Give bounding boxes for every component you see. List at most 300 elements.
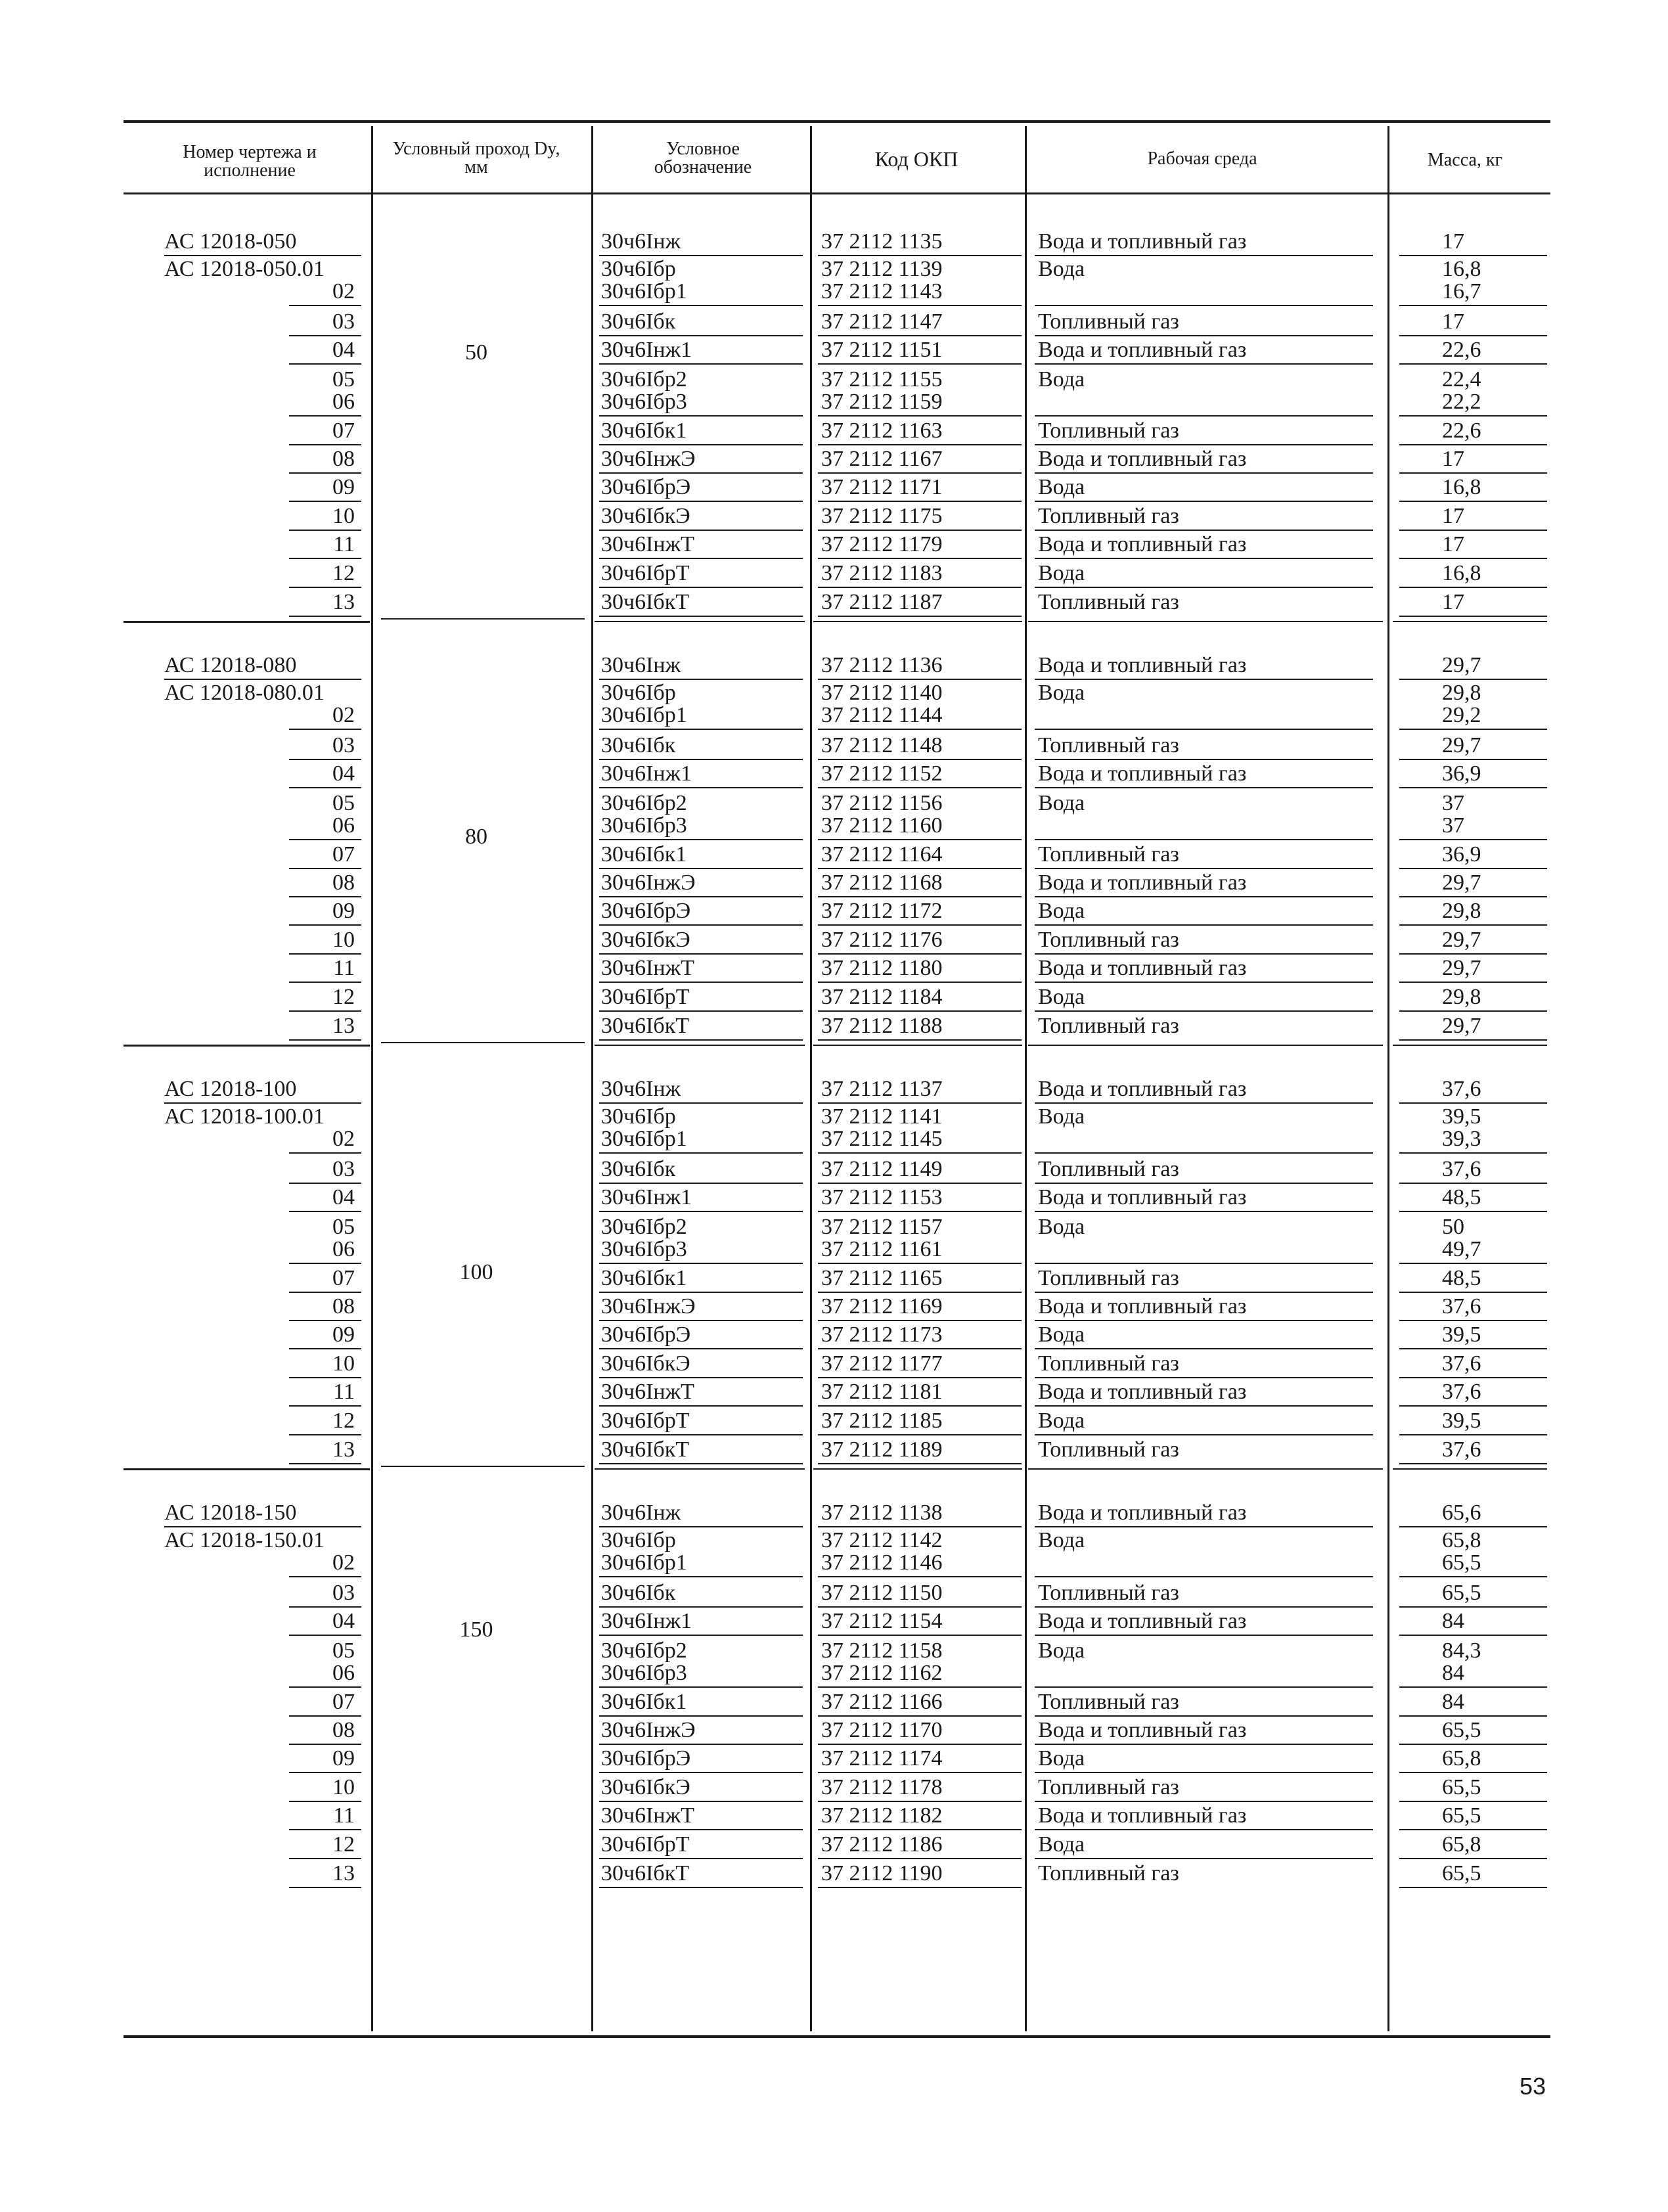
working-medium: Вода и топливный газ	[1038, 447, 1247, 471]
row-rule-num	[289, 415, 361, 417]
row-rule-okp	[818, 501, 1022, 502]
row-rule-env	[1035, 729, 1373, 730]
row-rule-okp	[818, 787, 1022, 788]
row-rule-mass	[1399, 1606, 1547, 1608]
row-rule-okp	[818, 1635, 1022, 1636]
row-rule-env	[1035, 1715, 1373, 1717]
row-rule-num	[164, 679, 361, 680]
column-divider-2	[591, 126, 593, 2031]
designation: 30ч6IбкТ	[601, 590, 690, 614]
drawing-number: АС 12018-050.01	[164, 257, 325, 281]
working-medium: Топливный газ	[1038, 928, 1179, 952]
okp-code: 37 2112 1146	[821, 1550, 943, 1575]
working-medium: Топливный газ	[1038, 733, 1179, 757]
row-rule-num	[289, 587, 361, 588]
row-rule-mass	[1399, 415, 1547, 417]
row-rule-num	[164, 1526, 361, 1527]
nominal-bore-value: 50	[465, 340, 487, 365]
row-rule-des	[599, 1377, 803, 1378]
row-rule-num	[289, 1829, 361, 1830]
drawing-variant: 12	[332, 561, 355, 585]
row-rule-env	[1035, 1377, 1373, 1378]
table-bottom-rule	[124, 2035, 1550, 2038]
designation: 30ч6Iбк1	[601, 1690, 687, 1714]
row-rule-okp	[818, 982, 1022, 983]
designation: 30ч6Iбр2	[601, 1638, 687, 1663]
designation: 30ч6IбкТ	[601, 1861, 690, 1885]
drawing-variant: 11	[333, 532, 355, 556]
working-medium: Топливный газ	[1038, 1437, 1179, 1462]
okp-code: 37 2112 1188	[821, 1014, 943, 1038]
row-rule-des	[599, 1102, 803, 1104]
row-rule-des	[599, 839, 803, 840]
working-medium: Вода	[1038, 1528, 1085, 1552]
working-medium: Вода	[1038, 257, 1085, 281]
row-rule-env	[1035, 679, 1373, 680]
working-medium: Топливный газ	[1038, 504, 1179, 528]
drawing-variant: 08	[332, 1718, 355, 1742]
row-rule-env	[1035, 444, 1373, 445]
row-rule-okp	[818, 444, 1022, 445]
working-medium: Вода	[1038, 1638, 1085, 1663]
row-rule-env	[1035, 335, 1373, 336]
nominal-bore-value: 80	[465, 824, 487, 849]
row-rule-mass	[1399, 305, 1547, 306]
mass-value: 65,5	[1442, 1861, 1481, 1885]
okp-code: 37 2112 1166	[821, 1690, 943, 1714]
working-medium: Вода и топливный газ	[1038, 956, 1247, 980]
designation: 30ч6Iбр1	[601, 1550, 687, 1575]
working-medium: Вода и топливный газ	[1038, 532, 1247, 556]
row-rule-des	[599, 1211, 803, 1212]
working-medium: Вода и топливный газ	[1038, 1077, 1247, 1101]
row-rule-okp	[818, 530, 1022, 531]
mass-value: 22,6	[1442, 418, 1481, 443]
row-rule-env	[1035, 1434, 1373, 1435]
group-separator-dy	[381, 1042, 585, 1043]
row-rule-des	[599, 896, 803, 897]
row-rule-mass	[1399, 1010, 1547, 1012]
okp-code: 37 2112 1148	[821, 733, 943, 757]
working-medium: Вода и топливный газ	[1038, 1609, 1247, 1633]
okp-code: 37 2112 1142	[821, 1528, 943, 1552]
row-rule-num	[289, 729, 361, 730]
row-rule-des	[599, 1292, 803, 1293]
okp-code: 37 2112 1154	[821, 1609, 943, 1633]
working-medium: Вода	[1038, 367, 1085, 392]
row-rule-des	[599, 759, 803, 760]
okp-code: 37 2112 1147	[821, 309, 943, 334]
group-separator-dy	[381, 1466, 585, 1467]
row-rule-mass	[1399, 982, 1547, 983]
drawing-number: АС 12018-150.01	[164, 1528, 325, 1552]
okp-code: 37 2112 1180	[821, 956, 943, 980]
row-rule-des	[599, 472, 803, 474]
row-rule-des	[599, 530, 803, 531]
designation: 30ч6Iнж	[601, 1501, 681, 1525]
working-medium: Вода	[1038, 681, 1085, 705]
row-rule-okp	[818, 1686, 1022, 1688]
mass-value: 65,8	[1442, 1528, 1481, 1552]
row-rule-des	[599, 1320, 803, 1321]
okp-code: 37 2112 1152	[821, 761, 943, 786]
designation: 30ч6Iнж1	[601, 1609, 692, 1633]
designation: 30ч6IнжЭ	[601, 1294, 696, 1319]
drawing-variant: 04	[332, 761, 355, 786]
drawing-variant: 02	[332, 279, 355, 304]
column-divider-3	[810, 126, 812, 2031]
working-medium: Вода	[1038, 475, 1085, 499]
drawing-variant: 07	[332, 1266, 355, 1290]
okp-code: 37 2112 1139	[821, 257, 943, 281]
mass-value: 29,7	[1442, 733, 1481, 757]
row-rule-num	[289, 1348, 361, 1349]
okp-code: 37 2112 1153	[821, 1185, 943, 1209]
row-rule-des	[599, 1434, 803, 1435]
row-rule-mass	[1399, 587, 1547, 588]
okp-code: 37 2112 1135	[821, 229, 943, 254]
row-rule-okp	[818, 868, 1022, 869]
row-rule-okp	[818, 363, 1022, 365]
row-rule-num	[289, 1635, 361, 1636]
row-rule-num	[289, 1744, 361, 1745]
okp-code: 37 2112 1172	[821, 899, 943, 923]
designation: 30ч6IнжТ	[601, 1803, 694, 1828]
row-rule-okp	[818, 1576, 1022, 1577]
row-rule-mass	[1399, 839, 1547, 840]
mass-value: 37	[1442, 813, 1464, 838]
row-rule-env	[1035, 1010, 1373, 1012]
mass-value: 16,7	[1442, 279, 1481, 304]
drawing-variant: 09	[332, 1322, 355, 1347]
row-rule-okp	[818, 1829, 1022, 1830]
designation: 30ч6IбрЭ	[601, 475, 691, 499]
okp-code: 37 2112 1137	[821, 1077, 943, 1101]
working-medium: Топливный газ	[1038, 1014, 1179, 1038]
drawing-number: АС 12018-100	[164, 1077, 297, 1101]
mass-value: 65,5	[1442, 1775, 1481, 1799]
mass-value: 39,5	[1442, 1104, 1481, 1129]
working-medium: Топливный газ	[1038, 1581, 1179, 1605]
row-rule-num	[289, 1405, 361, 1407]
mass-value: 39,3	[1442, 1127, 1481, 1151]
drawing-number: АС 12018-080.01	[164, 681, 325, 705]
designation: 30ч6Iнж	[601, 653, 681, 677]
row-rule-okp	[818, 729, 1022, 730]
row-rule-mass	[1399, 1039, 1547, 1041]
row-rule-num	[289, 558, 361, 559]
okp-code: 37 2112 1158	[821, 1638, 943, 1663]
row-rule-mass	[1399, 1463, 1547, 1464]
row-rule-des	[599, 1606, 803, 1608]
column-divider-4	[1025, 126, 1027, 2031]
row-rule-des	[599, 1744, 803, 1745]
row-rule-des	[599, 1576, 803, 1577]
mass-value: 39,5	[1442, 1322, 1481, 1347]
row-rule-okp	[818, 1744, 1022, 1745]
designation: 30ч6IбрЭ	[601, 899, 691, 923]
drawing-variant: 09	[332, 1746, 355, 1771]
row-rule-des	[599, 1183, 803, 1184]
mass-value: 29,8	[1442, 681, 1481, 705]
working-medium: Топливный газ	[1038, 590, 1179, 614]
row-rule-env	[1035, 415, 1373, 417]
mass-value: 17	[1442, 504, 1464, 528]
row-rule-mass	[1399, 1715, 1547, 1717]
designation: 30ч6IбкЭ	[601, 504, 690, 528]
okp-code: 37 2112 1174	[821, 1746, 943, 1771]
row-rule-des	[599, 982, 803, 983]
table-top-rule	[124, 120, 1550, 123]
row-rule-des	[599, 1772, 803, 1773]
row-rule-okp	[818, 587, 1022, 588]
row-rule-des	[599, 415, 803, 417]
row-rule-mass	[1399, 1348, 1547, 1349]
designation: 30ч6Iбр3	[601, 1661, 687, 1685]
row-rule-env	[1035, 839, 1373, 840]
okp-code: 37 2112 1176	[821, 928, 943, 952]
row-rule-env	[1035, 1152, 1373, 1154]
row-rule-num	[289, 1434, 361, 1435]
okp-code: 37 2112 1144	[821, 703, 943, 727]
row-rule-env	[1035, 558, 1373, 559]
designation: 30ч6IнжТ	[601, 532, 694, 556]
group-separator-mass	[1393, 1468, 1547, 1470]
mass-value: 65,5	[1442, 1550, 1481, 1575]
row-rule-num	[164, 1102, 361, 1104]
row-rule-mass	[1399, 1434, 1547, 1435]
okp-code: 37 2112 1143	[821, 279, 943, 304]
row-rule-num	[289, 1715, 361, 1717]
row-rule-des	[599, 1715, 803, 1717]
row-rule-num	[289, 1320, 361, 1321]
row-rule-num	[289, 1152, 361, 1154]
mass-value: 17	[1442, 532, 1464, 556]
row-rule-num	[289, 1858, 361, 1859]
row-rule-env	[1035, 363, 1373, 365]
row-rule-des	[599, 924, 803, 926]
row-rule-env	[1035, 953, 1373, 955]
row-rule-mass	[1399, 759, 1547, 760]
drawing-variant: 05	[332, 367, 355, 392]
row-rule-mass	[1399, 501, 1547, 502]
row-rule-okp	[818, 1292, 1022, 1293]
row-rule-mass	[1399, 1320, 1547, 1321]
okp-code: 37 2112 1171	[821, 475, 943, 499]
drawing-variant: 03	[332, 733, 355, 757]
row-rule-mass	[1399, 1102, 1547, 1104]
row-rule-des	[599, 1635, 803, 1636]
row-rule-num	[289, 530, 361, 531]
row-rule-env	[1035, 1772, 1373, 1773]
drawing-variant: 04	[332, 1609, 355, 1633]
working-medium: Вода и топливный газ	[1038, 1380, 1247, 1404]
working-medium: Вода и топливный газ	[1038, 1501, 1247, 1525]
row-rule-env	[1035, 1829, 1373, 1830]
mass-value: 65,5	[1442, 1581, 1481, 1605]
mass-value: 65,8	[1442, 1832, 1481, 1857]
working-medium: Вода	[1038, 1832, 1085, 1857]
working-medium: Вода	[1038, 791, 1085, 815]
row-rule-des	[599, 616, 803, 617]
drawing-variant: 04	[332, 1185, 355, 1209]
row-rule-okp	[818, 1405, 1022, 1407]
row-rule-mass	[1399, 1887, 1547, 1888]
okp-code: 37 2112 1145	[821, 1127, 943, 1151]
row-rule-okp	[818, 1183, 1022, 1184]
row-rule-okp	[818, 953, 1022, 955]
row-rule-mass	[1399, 1686, 1547, 1688]
row-rule-num	[289, 759, 361, 760]
okp-code: 37 2112 1155	[821, 367, 943, 392]
designation: 30ч6Iбр	[601, 1104, 676, 1129]
row-rule-okp	[818, 1463, 1022, 1464]
row-rule-num	[289, 1686, 361, 1688]
row-rule-num	[289, 616, 361, 617]
designation: 30ч6Iбр3	[601, 390, 687, 414]
okp-code: 37 2112 1165	[821, 1266, 943, 1290]
row-rule-num	[289, 444, 361, 445]
row-rule-env	[1035, 1801, 1373, 1802]
row-rule-env	[1035, 1263, 1373, 1264]
working-medium: Топливный газ	[1038, 1351, 1179, 1376]
row-rule-mass	[1399, 1183, 1547, 1184]
group-separator	[124, 1468, 370, 1470]
mass-value: 84,3	[1442, 1638, 1481, 1663]
header-okp-code: Код ОКП	[874, 147, 958, 171]
row-rule-env	[1035, 255, 1373, 256]
row-rule-des	[599, 587, 803, 588]
okp-code: 37 2112 1185	[821, 1409, 943, 1433]
row-rule-mass	[1399, 255, 1547, 256]
mass-value: 17	[1442, 309, 1464, 334]
designation: 30ч6IнжТ	[601, 1380, 694, 1404]
row-rule-okp	[818, 1887, 1022, 1888]
okp-code: 37 2112 1168	[821, 870, 943, 895]
header-working-medium: Рабочая среда	[1147, 148, 1257, 169]
drawing-number: АС 12018-150	[164, 1501, 297, 1525]
row-rule-mass	[1399, 530, 1547, 531]
row-rule-okp	[818, 1526, 1022, 1527]
row-rule-des	[599, 787, 803, 788]
designation: 30ч6Iбр	[601, 257, 676, 281]
designation: 30ч6IбкЭ	[601, 1351, 690, 1376]
row-rule-okp	[818, 305, 1022, 306]
nominal-bore-value: 150	[459, 1617, 493, 1642]
row-rule-des	[599, 1526, 803, 1527]
designation: 30ч6IбкЭ	[601, 1775, 690, 1799]
okp-code: 37 2112 1179	[821, 532, 943, 556]
designation: 30ч6Iнж	[601, 1077, 681, 1101]
drawing-variant: 06	[332, 390, 355, 414]
row-rule-mass	[1399, 472, 1547, 474]
working-medium: Топливный газ	[1038, 842, 1179, 867]
nominal-bore-value: 100	[459, 1260, 493, 1284]
working-medium: Вода	[1038, 1746, 1085, 1771]
okp-code: 37 2112 1184	[821, 985, 943, 1009]
working-medium: Вода и топливный газ	[1038, 1718, 1247, 1742]
row-rule-num	[289, 472, 361, 474]
drawing-variant: 12	[332, 1409, 355, 1433]
working-medium: Вода и топливный газ	[1038, 1185, 1247, 1209]
designation: 30ч6Iбр3	[601, 813, 687, 838]
designation: 30ч6Iнж	[601, 229, 681, 254]
column-divider-1	[371, 126, 373, 2031]
row-rule-num	[289, 305, 361, 306]
row-rule-okp	[818, 1801, 1022, 1802]
designation: 30ч6IбкЭ	[601, 928, 690, 952]
group-separator	[124, 1045, 370, 1047]
mass-value: 22,4	[1442, 367, 1481, 392]
row-rule-mass	[1399, 1744, 1547, 1745]
mass-value: 29,8	[1442, 985, 1481, 1009]
row-rule-env	[1035, 501, 1373, 502]
drawing-variant: 04	[332, 338, 355, 362]
drawing-variant: 03	[332, 1581, 355, 1605]
mass-value: 37,6	[1442, 1437, 1481, 1462]
working-medium: Вода и топливный газ	[1038, 229, 1247, 254]
row-rule-mass	[1399, 953, 1547, 955]
row-rule-env	[1035, 1183, 1373, 1184]
mass-value: 29,7	[1442, 1014, 1481, 1038]
row-rule-num	[289, 363, 361, 365]
working-medium: Топливный газ	[1038, 1157, 1179, 1181]
row-rule-mass	[1399, 1858, 1547, 1859]
drawing-variant: 11	[333, 1380, 355, 1404]
designation: 30ч6Iбк	[601, 309, 676, 334]
designation: 30ч6IбрТ	[601, 985, 690, 1009]
mass-value: 37,6	[1442, 1380, 1481, 1404]
designation: 30ч6Iбк	[601, 1581, 676, 1605]
okp-code: 37 2112 1161	[821, 1237, 943, 1261]
row-rule-env	[1035, 1292, 1373, 1293]
okp-code: 37 2112 1160	[821, 813, 943, 838]
row-rule-mass	[1399, 729, 1547, 730]
row-rule-des	[599, 953, 803, 955]
row-rule-mass	[1399, 616, 1547, 617]
mass-value: 50	[1442, 1215, 1464, 1239]
okp-code: 37 2112 1141	[821, 1104, 943, 1129]
okp-code: 37 2112 1151	[821, 338, 943, 362]
row-rule-des	[599, 1405, 803, 1407]
designation: 30ч6Iбр2	[601, 1215, 687, 1239]
designation: 30ч6Iбк1	[601, 842, 687, 867]
row-rule-mass	[1399, 1772, 1547, 1773]
working-medium: Вода	[1038, 899, 1085, 923]
row-rule-num	[289, 839, 361, 840]
designation: 30ч6IбрТ	[601, 1409, 690, 1433]
drawing-variant: 11	[333, 1803, 355, 1828]
column-divider-5	[1387, 126, 1389, 2031]
designation: 30ч6Iнж1	[601, 1185, 692, 1209]
row-rule-num	[289, 1039, 361, 1041]
row-rule-des	[599, 1801, 803, 1802]
row-rule-okp	[818, 1102, 1022, 1104]
mass-value: 39,5	[1442, 1409, 1481, 1433]
working-medium: Вода	[1038, 1215, 1085, 1239]
row-rule-env	[1035, 1348, 1373, 1349]
designation: 30ч6Iбр	[601, 681, 676, 705]
row-rule-num	[289, 1463, 361, 1464]
mass-value: 29,7	[1442, 870, 1481, 895]
row-rule-mass	[1399, 1152, 1547, 1154]
row-rule-mass	[1399, 1635, 1547, 1636]
mass-value: 16,8	[1442, 475, 1481, 499]
row-rule-mass	[1399, 1526, 1547, 1527]
mass-value: 49,7	[1442, 1237, 1481, 1261]
drawing-variant: 08	[332, 1294, 355, 1319]
designation: 30ч6Iбк1	[601, 418, 687, 443]
